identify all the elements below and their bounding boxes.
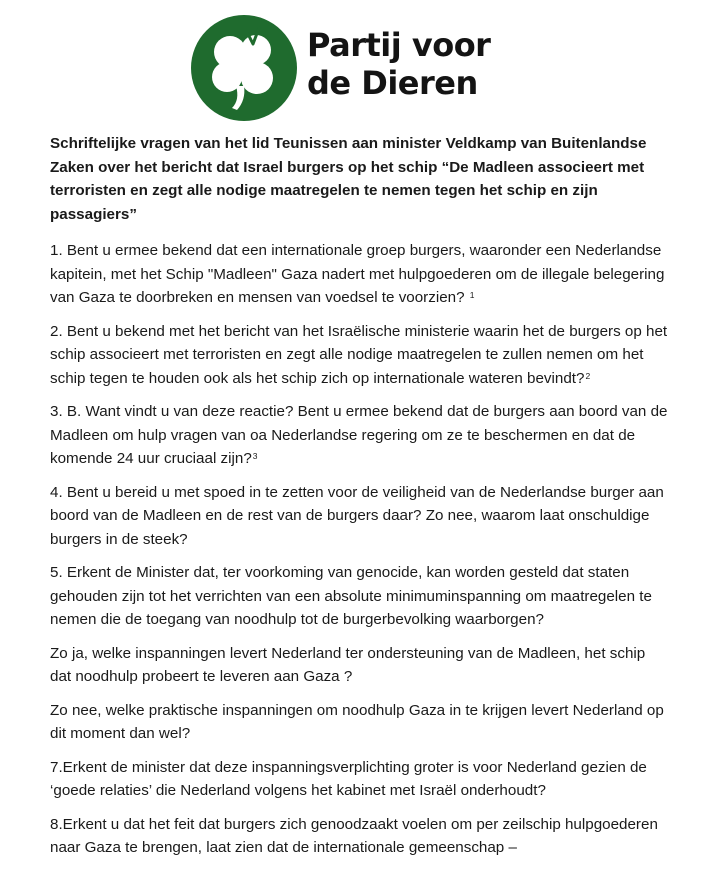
paragraph-text: 4. Bent u bereid u met spoed in te zetten voor de veiligheid van de Nederlandse burger aan boord van de Madleen en de rest van de burgers daar? Zo nee, waarom laat onschuldige burgers in de steek? xyxy=(50,483,664,548)
paragraph-text: 2. Bent u bekend met het bericht van het Israëlische ministerie waarin het de burgers op het schip associeert met terroristen en zegt alle nodige maatregelen te zullen nemen om het schip tegen te houden ook als het schip zich op internationale wateren bevindt? xyxy=(50,322,668,387)
party-header xyxy=(190,14,520,122)
question-paragraph xyxy=(50,320,670,391)
footnote-ref: 2 xyxy=(585,370,591,381)
question-paragraph xyxy=(50,239,670,310)
party-logo-icon xyxy=(190,14,298,122)
question-paragraph xyxy=(50,699,670,746)
question-paragraph xyxy=(50,813,670,860)
paragraph-text: Zo nee, welke praktische inspanningen om noodhulp Gaza in te krijgen levert Nederland op dit moment dan wel? xyxy=(50,701,664,742)
footnote-ref: 3 xyxy=(252,451,258,461)
party-name xyxy=(307,26,490,102)
paragraph-text: 8.Erkent u dat het feit dat burgers zich genoodzaakt voelen om per zeilschip hulpgoederen naar Gaza te brengen, laat zien dat de internationale gemeenschap – xyxy=(50,815,658,856)
document-title: Schriftelijke vragen van het lid Teunissen aan minister Veldkamp van Buitenlandse Zaken over het bericht dat Israel burgers op het schip “De Madleen associeert met terroristen en zegt alle nodige maatregelen te nemen tegen het schip en zijn passagiers” xyxy=(50,135,647,223)
question-paragraph xyxy=(50,642,670,689)
paragraph-text: Zo ja, welke inspanningen levert Nederland ter ondersteuning van de Madleen, het schip dat noodhulp probeert te leveren aan Gaza ? xyxy=(50,644,646,685)
party-name-line1: Partij voor xyxy=(307,26,491,64)
question-paragraph xyxy=(50,400,670,471)
question-paragraph xyxy=(50,481,670,552)
party-name-line2: de Dieren xyxy=(307,64,478,102)
paragraph-text: 7.Erkent de minister dat deze inspanningsverplichting groter is voor Nederland gezien de ‘goede relaties’ die Nederland volgens het kabinet met Israël onderhoudt? xyxy=(50,758,647,799)
paragraph-text: 1. Bent u ermee bekend dat een internationale groep burgers, waaronder een Nederlandse kapitein, met het Schip "Madleen" Gaza nadert met hulpgoederen om de illegale belegering van Gaza te doorbreken en mensen van voedsel te voorzien? xyxy=(50,242,665,306)
document-body xyxy=(50,132,670,870)
question-paragraph xyxy=(50,756,670,803)
paragraph-text: 5. Erkent de Minister dat, ter voorkoming van genocide, kan worden gesteld dat staten gehouden zijn tot het verrichten van een absolute minimuminspanning om maatregelen te nemen die de toegang van noodhulp tot de burgerbevolking waarborgen? xyxy=(50,564,652,628)
footnote-ref: 1 xyxy=(469,290,475,300)
question-paragraph xyxy=(50,561,670,632)
paragraph-text: 3. B. Want vindt u van deze reactie? Bent u ermee bekend dat de burgers aan boord van de Madleen om hulp vragen van oa Nederlandse regering om ze te beschermen en dat de komende 24 uur cruciaal zijn? xyxy=(50,403,668,467)
